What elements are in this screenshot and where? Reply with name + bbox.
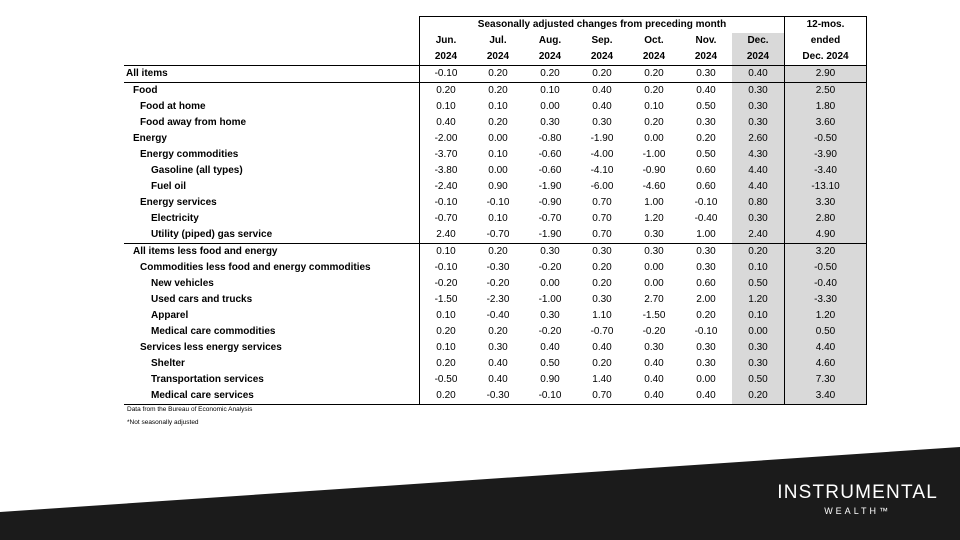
value-cell: -0.70 — [420, 211, 473, 227]
value-cell: 0.30 — [592, 117, 612, 128]
row-label: Food — [124, 83, 420, 100]
value-cell: -0.60 — [538, 165, 562, 176]
value-cell: 0.30 — [696, 262, 716, 273]
value-cell: -0.10 — [486, 197, 510, 208]
year-header: 2024 — [732, 49, 785, 66]
value-cell: 0.90 — [540, 374, 560, 385]
nsa-note: *Not seasonally adjusted — [127, 419, 199, 426]
value-cell: 0.20 — [488, 326, 508, 337]
value-cell: 0.50 — [696, 149, 716, 160]
brand-logo — [777, 482, 938, 516]
value-cell: 0.20 — [592, 262, 612, 273]
value-cell: 0.20 — [732, 388, 785, 405]
value-cell: 0.30 — [644, 342, 664, 353]
value-cell: 0.30 — [540, 310, 560, 321]
group-header: Seasonally adjusted changes from preceding month — [420, 17, 785, 34]
value-cell: -1.90 — [538, 229, 562, 240]
value-cell: 0.70 — [592, 213, 612, 224]
row-label: Energy services — [140, 197, 217, 208]
row-label: Services less energy services — [140, 342, 282, 353]
value-cell: -2.00 — [420, 131, 473, 147]
value-cell: -0.20 — [642, 326, 666, 337]
value-cell: 0.40 — [592, 342, 612, 353]
row-label: Apparel — [151, 310, 189, 321]
row-label: New vehicles — [151, 278, 214, 289]
value-cell: -1.50 — [642, 310, 666, 321]
value-cell: -2.30 — [486, 294, 510, 305]
value-cell: 0.40 — [540, 342, 560, 353]
value-cell: 2.40 — [420, 227, 473, 244]
brand-name: INSTRUMENTAL — [777, 482, 938, 503]
value-cell: -0.20 — [486, 278, 510, 289]
row-label: Transportation services — [151, 374, 264, 385]
value-cell: 0.30 — [524, 244, 576, 261]
value-cell: 0.20 — [420, 356, 473, 372]
value-cell: -3.80 — [420, 163, 473, 179]
month-header: Jun. — [420, 33, 473, 49]
value-cell: 0.30 — [732, 356, 785, 372]
value-cell: 1.10 — [592, 310, 612, 321]
value-cell: 0.10 — [488, 213, 508, 224]
yoy-cell: -3.40 — [785, 163, 867, 179]
row-label: Medical care commodities — [151, 326, 276, 337]
value-cell: 0.00 — [644, 262, 664, 273]
yoy-cell: 3.40 — [785, 388, 867, 405]
value-cell: 0.20 — [420, 83, 473, 100]
value-cell: 0.30 — [628, 244, 680, 261]
row-label: Energy — [133, 133, 167, 144]
value-cell: 1.20 — [732, 292, 785, 308]
value-cell: -0.90 — [642, 165, 666, 176]
value-cell: 0.40 — [732, 66, 785, 83]
value-cell: -0.20 — [538, 262, 562, 273]
value-cell: 0.30 — [696, 358, 716, 369]
value-cell: 0.20 — [524, 66, 576, 83]
value-cell: -1.90 — [590, 133, 614, 144]
value-cell: 0.50 — [540, 358, 560, 369]
value-cell: -0.20 — [538, 326, 562, 337]
value-cell: 1.00 — [644, 197, 664, 208]
value-cell: 4.30 — [732, 147, 785, 163]
yoy-cell: -0.50 — [785, 131, 867, 147]
value-cell: 2.70 — [644, 294, 664, 305]
value-cell: -1.90 — [538, 181, 562, 192]
value-cell: 0.30 — [732, 115, 785, 131]
value-cell: 0.30 — [592, 294, 612, 305]
yoy-cell: 2.90 — [785, 66, 867, 83]
value-cell: 0.40 — [576, 83, 628, 100]
row-label: Commodities less food and energy commodities — [140, 262, 371, 273]
value-cell: 0.00 — [696, 374, 716, 385]
value-cell: 0.40 — [420, 115, 473, 131]
value-cell: 0.30 — [576, 244, 628, 261]
year-header: 2024 — [524, 49, 576, 66]
row-label: Utility (piped) gas service — [151, 229, 273, 240]
value-cell: -1.50 — [420, 292, 473, 308]
row-label: All items less food and energy — [124, 244, 420, 261]
month-header: Oct. — [644, 35, 664, 46]
value-cell: -0.70 — [538, 213, 562, 224]
value-cell: 0.30 — [540, 117, 560, 128]
value-cell: -4.60 — [642, 181, 666, 192]
yoy-cell: -3.90 — [785, 147, 867, 163]
row-label: Shelter — [151, 358, 185, 369]
month-header: Dec. — [732, 33, 785, 49]
value-cell: 0.20 — [576, 66, 628, 83]
yoy-cell: -3.30 — [785, 292, 867, 308]
value-cell: 0.30 — [644, 229, 664, 240]
value-cell: -4.10 — [590, 165, 614, 176]
value-cell: 0.40 — [680, 388, 732, 405]
value-cell: 0.40 — [644, 358, 664, 369]
value-cell: 0.30 — [696, 117, 716, 128]
value-cell: -0.10 — [694, 326, 718, 337]
value-cell: -2.40 — [420, 179, 473, 195]
value-cell: 0.00 — [644, 133, 664, 144]
value-cell: 4.40 — [732, 163, 785, 179]
value-cell: 0.20 — [472, 66, 524, 83]
yoy-header-line3: Dec. 2024 — [785, 49, 867, 66]
value-cell: 0.10 — [420, 99, 473, 115]
yoy-cell: 7.30 — [785, 372, 867, 388]
value-cell: 0.30 — [488, 342, 508, 353]
value-cell: 0.20 — [488, 117, 508, 128]
row-label: Food away from home — [140, 117, 247, 128]
value-cell: 0.20 — [732, 244, 785, 261]
yoy-cell: 0.50 — [785, 324, 867, 340]
yoy-cell: 3.60 — [785, 115, 867, 131]
row-label: Used cars and trucks — [151, 294, 253, 305]
value-cell: -0.80 — [538, 133, 562, 144]
value-cell: 0.20 — [696, 133, 716, 144]
source-note: Data from the Bureau of Economic Analysis — [127, 406, 253, 413]
value-cell: -0.40 — [694, 213, 718, 224]
value-cell: 0.00 — [488, 165, 508, 176]
yoy-cell: -0.50 — [785, 260, 867, 276]
value-cell: -0.10 — [420, 66, 473, 83]
yoy-cell: 4.90 — [785, 227, 867, 244]
value-cell: 0.20 — [420, 324, 473, 340]
row-label: Fuel oil — [151, 181, 186, 192]
value-cell: 0.70 — [576, 388, 628, 405]
row-label: Energy commodities — [140, 149, 239, 160]
year-header: 2024 — [420, 49, 473, 66]
value-cell: -3.70 — [420, 147, 473, 163]
value-cell: 0.70 — [592, 197, 612, 208]
value-cell: 0.00 — [540, 101, 560, 112]
yoy-header-line2: ended — [785, 33, 867, 49]
yoy-cell: 4.40 — [785, 340, 867, 356]
value-cell: 1.20 — [644, 213, 664, 224]
row-label: Electricity — [151, 213, 199, 224]
value-cell: 0.10 — [732, 308, 785, 324]
value-cell: 0.30 — [732, 83, 785, 100]
value-cell: 0.40 — [592, 101, 612, 112]
row-label: Gasoline (all types) — [151, 165, 243, 176]
value-cell: 2.40 — [732, 227, 785, 244]
value-cell: -1.00 — [538, 294, 562, 305]
value-cell: -0.20 — [420, 276, 473, 292]
yoy-cell: -0.40 — [785, 276, 867, 292]
value-cell: 0.10 — [644, 101, 664, 112]
row-label: All items — [124, 66, 420, 83]
value-cell: 0.40 — [644, 374, 664, 385]
yoy-cell: 2.50 — [785, 83, 867, 100]
value-cell: 0.00 — [540, 278, 560, 289]
value-cell: 0.30 — [680, 244, 732, 261]
value-cell: -1.00 — [642, 149, 666, 160]
value-cell: 0.20 — [628, 83, 680, 100]
value-cell: 0.30 — [732, 99, 785, 115]
value-cell: 0.50 — [696, 101, 716, 112]
value-cell: -6.00 — [590, 181, 614, 192]
value-cell: -0.10 — [694, 197, 718, 208]
value-cell: -0.30 — [472, 388, 524, 405]
value-cell: -0.60 — [538, 149, 562, 160]
value-cell: 0.20 — [592, 358, 612, 369]
value-cell: 0.00 — [488, 133, 508, 144]
yoy-cell: 3.30 — [785, 195, 867, 211]
value-cell: 0.40 — [680, 83, 732, 100]
value-cell: 0.30 — [680, 66, 732, 83]
year-header: 2024 — [628, 49, 680, 66]
value-cell: -4.00 — [590, 149, 614, 160]
value-cell: 2.60 — [732, 131, 785, 147]
value-cell: 1.40 — [592, 374, 612, 385]
value-cell: 0.20 — [472, 83, 524, 100]
value-cell: 0.60 — [696, 181, 716, 192]
value-cell: 0.80 — [732, 195, 785, 211]
value-cell: 0.40 — [488, 358, 508, 369]
value-cell: 0.00 — [644, 278, 664, 289]
value-cell: 0.60 — [696, 165, 716, 176]
value-cell: 0.60 — [696, 278, 716, 289]
value-cell: 0.40 — [628, 388, 680, 405]
value-cell: 0.10 — [488, 101, 508, 112]
value-cell: 0.50 — [732, 276, 785, 292]
yoy-cell: 2.80 — [785, 211, 867, 227]
value-cell: 0.10 — [420, 340, 473, 356]
value-cell: -0.30 — [486, 262, 510, 273]
year-header: 2024 — [680, 49, 732, 66]
value-cell: 4.40 — [732, 179, 785, 195]
month-header: Aug. — [538, 35, 562, 46]
month-header: Sep. — [591, 35, 613, 46]
yoy-cell: 1.20 — [785, 308, 867, 324]
value-cell: -0.10 — [524, 388, 576, 405]
value-cell: -0.70 — [590, 326, 614, 337]
month-header: Jul. — [489, 35, 507, 46]
yoy-header-line1: 12-mos. — [785, 17, 867, 34]
brand-sub: WEALTH™ — [824, 506, 892, 516]
yoy-cell: 1.80 — [785, 99, 867, 115]
value-cell: 0.10 — [488, 149, 508, 160]
value-cell: 0.30 — [732, 340, 785, 356]
value-cell: 0.20 — [420, 388, 473, 405]
row-label: Food at home — [140, 101, 206, 112]
value-cell: -0.90 — [538, 197, 562, 208]
value-cell: 0.10 — [732, 260, 785, 276]
value-cell: 0.30 — [732, 211, 785, 227]
value-cell: 0.90 — [488, 181, 508, 192]
value-cell: 1.00 — [696, 229, 716, 240]
yoy-cell: 3.20 — [785, 244, 867, 261]
yoy-cell: 4.60 — [785, 356, 867, 372]
value-cell: -0.10 — [420, 260, 473, 276]
value-cell: 0.10 — [420, 308, 473, 324]
value-cell: 0.20 — [628, 66, 680, 83]
value-cell: 0.20 — [472, 244, 524, 261]
value-cell: -0.40 — [486, 310, 510, 321]
value-cell: 0.10 — [524, 83, 576, 100]
value-cell: 0.20 — [592, 278, 612, 289]
value-cell: -0.50 — [420, 372, 473, 388]
yoy-cell: -13.10 — [785, 179, 867, 195]
value-cell: 0.10 — [420, 244, 473, 261]
value-cell: 0.00 — [732, 324, 785, 340]
year-header: 2024 — [576, 49, 628, 66]
value-cell: -0.70 — [486, 229, 510, 240]
year-header: 2024 — [472, 49, 524, 66]
value-cell: 0.20 — [644, 117, 664, 128]
value-cell: 0.70 — [592, 229, 612, 240]
month-header: Nov. — [695, 35, 717, 46]
value-cell: 0.40 — [488, 374, 508, 385]
value-cell: 2.00 — [696, 294, 716, 305]
value-cell: 0.30 — [696, 342, 716, 353]
value-cell: 0.50 — [732, 372, 785, 388]
value-cell: 0.20 — [696, 310, 716, 321]
row-label: Medical care services — [124, 388, 420, 405]
value-cell: -0.10 — [420, 195, 473, 211]
